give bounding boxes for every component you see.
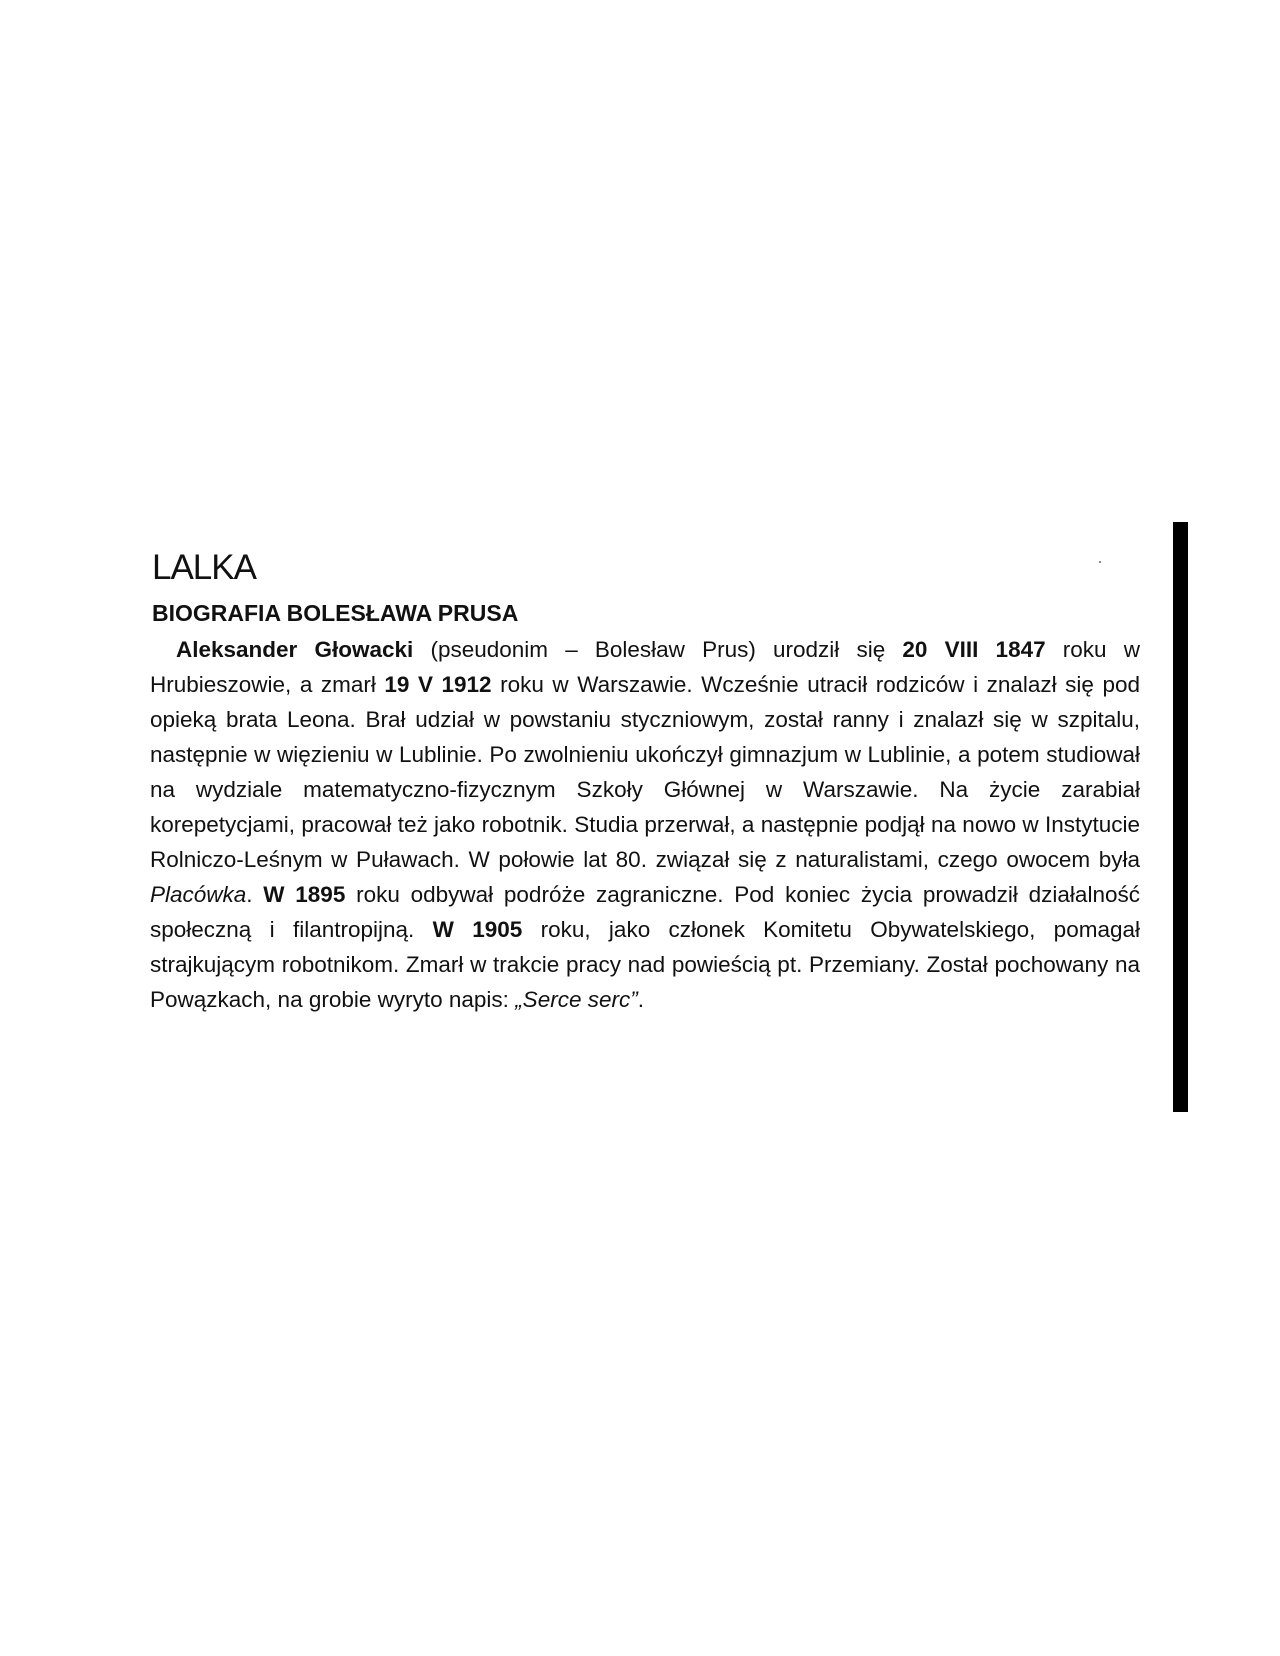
text-run: .: [246, 882, 264, 907]
text-run: roku odbywał podróże zagraniczne. Pod koniec życia prowadził działalność społeczną i filantropijną.: [150, 882, 1140, 942]
article: [150, 548, 1140, 1017]
biography-paragraph: [150, 632, 1140, 1017]
document-subtitle: BIOGRAFIA BOLESŁAWA PRUSA: [152, 600, 519, 626]
text-run: (pseudonim – Bolesław Prus) urodził się: [413, 637, 903, 662]
text-run: „Serce serc”: [515, 987, 638, 1012]
text-run: Aleksander Głowacki: [176, 637, 414, 662]
text-run: W 1895: [263, 882, 346, 907]
text-run: W 1905: [432, 917, 523, 942]
text-run: roku w Hrubieszowie, a zmarł: [150, 637, 1140, 697]
page-edge-bar: [1173, 522, 1188, 1112]
text-run: Placówka: [150, 882, 247, 907]
document-title: LALKA: [152, 548, 256, 587]
text-run: 20 VIII 1847: [902, 637, 1046, 662]
text-run: roku w Warszawie. Wcześnie utracił rodziców i znalazł się pod opieką brata Leona. Brał udział w powstaniu styczniowym, został ranny i znalazł się w szpitalu, następnie w więzieniu w Lublinie. Po zwolnieniu ukończył gimnazjum w Lublinie, a potem studiował na wydziale matematyczno-fizycznym Szkoły Głównej w Warszawie. Na życie zarabiał korepetycjami, pracował też jako robotnik. Studia przerwał, a następnie podjął na nowo w Instytucie Rolniczo-Leśnym w Puławach. W połowie lat 80. związał się z naturalistami, czego owocem była: [150, 672, 1140, 872]
text-run: .: [637, 987, 644, 1012]
text-run: roku, jako członek Komitetu Obywatelskiego, pomagał strajkującym robotnikom. Zmarł w trakcie pracy nad powieścią pt. Przemiany. Został pochowany na Powązkach, na grobie wyryto napis:: [150, 917, 1140, 1012]
text-run: 19 V 1912: [384, 672, 492, 697]
